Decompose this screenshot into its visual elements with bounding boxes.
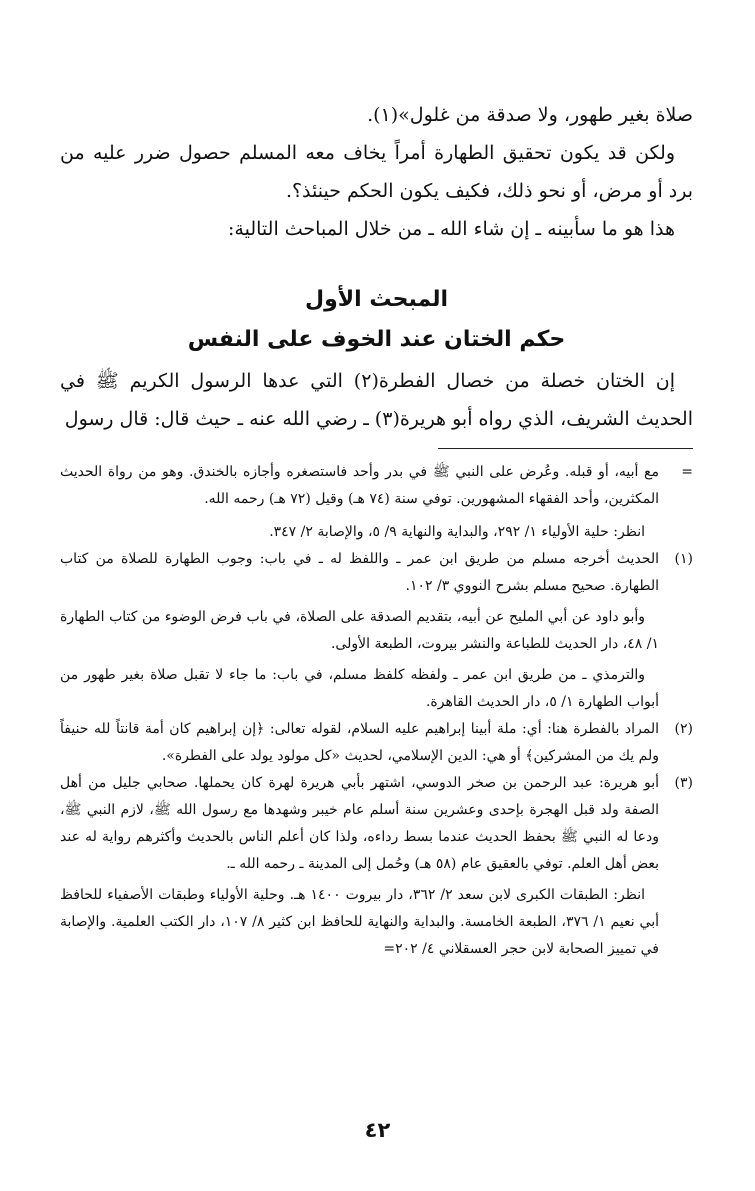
section-heading <box>60 280 693 360</box>
page-content <box>60 96 693 963</box>
page-number: ٤٢ <box>364 1118 391 1142</box>
footnote-continuation <box>60 459 693 513</box>
footnote-1-text: الحديث أخرجه مسلم من طريق ابن عمر ـ واللفظ له ـ في باب: وجوب الطهارة للصلاة من كتاب الطهارة. صحيح مسلم بشرح النووي ٣/ ١٠٢. <box>60 551 659 594</box>
section-intro-paragraph: إن الختان خصلة من خصال الفطرة(٢) التي عدها الرسول الكريم ﷺ في الحديث الشريف، الذي رواه أبو هريرة(٣) ـ رضي الله عنه ـ حيث قال: قال رسول <box>60 370 693 430</box>
footnote-divider <box>438 448 693 449</box>
footnote-1-sub-2: والترمذي ـ من طريق ابن عمر ـ ولفظه كلفظ مسلم، في باب: ما جاء لا تقبل صلاة بغير طهور من أبواب الطهارة ١/ ٥، دار الحديث القاهرة. <box>60 667 659 710</box>
body-paragraph-3: هذا هو ما سأبينه ـ إن شاء الله ـ من خلال المباحث التالية: <box>228 218 675 240</box>
section-subtitle: حكم الختان عند الخوف على النفس <box>187 327 566 352</box>
body-paragraph-1: صلاة بغير طهور، ولا صدقة من غلول»(١). <box>367 104 693 126</box>
footnote-continuation-text: مع أبيه، أو قبله. وعُرض على النبي ﷺ في بدر وأحد فاستصغره وأجازه بالخندق. وهو من رواة الحديث المكثرين، وأحد الفقهاء المشهورين. توفي سنة (٧٤ هـ) وقيل (٧٢ هـ) رحمه الله. <box>60 464 659 507</box>
footnote-1-number: (١) <box>674 551 693 567</box>
footnote-3-number: (٣) <box>674 775 693 791</box>
body-paragraph-2: ولكن قد يكون تحقيق الطهارة أمراً يخاف معه المسلم حصول ضرر عليه من برد أو مرض، أو نحو ذلك، فكيف يكون الحكم حينئذ؟. <box>60 142 693 202</box>
footnote-continuation-marker: = <box>681 464 693 480</box>
footnote-continuation-reference: انظر: حلية الأولياء ١/ ٢٩٢، والبداية والنهاية ٩/ ٥، والإصابة ٢/ ٣٤٧. <box>269 524 645 540</box>
footnote-2-number: (٢) <box>674 721 693 737</box>
footnote-1 <box>60 546 693 600</box>
footnote-1-sub-1: وأبو داود عن أبي المليح عن أبيه، بتقديم الصدقة على الصلاة، في باب فرض الوضوء من كتاب الطهارة ١/ ٤٨، دار الحديث للطباعة والنشر بيروت، الطبعة الأولى. <box>60 609 659 652</box>
footnote-2-text: المراد بالفطرة هنا: أي: ملة أبينا إبراهيم عليه السلام، لقوله تعالى: ﴿إن إبراهيم كان أمة قانتاً لله حنيفاً ولم يك من المشركين﴾ أو هي: الدين الإسلامي، لحديث «كل مولود يولد على الفطرة». <box>60 721 659 764</box>
footnote-3 <box>60 770 693 878</box>
section-title: المبحث الأول <box>304 287 449 312</box>
footnote-3-text: أبو هريرة: عبد الرحمن بن صخر الدوسي، اشتهر بأبي هريرة لهرة كان يحملها. صحابي جليل من أهل الصفة ولد قبل الهجرة بإحدى وعشرين سنة أسلم عام خيبر وشهدها مع رسول الله ﷺ، لازم النبي ﷺ، ودعا له النبي ﷺ بحفظ الحديث عندما بسط رداءه، ولذا كان أعلم الناس بالحديث وأكثرهم رواية له عند بعض أهل العلم. توفي بالعقيق عام (٥٨ هـ) وحُمل إلى المدينة ـ رحمه الله ـ. <box>60 775 659 872</box>
footnote-2 <box>60 716 693 770</box>
footnotes <box>60 459 693 963</box>
footnote-3-sub-1: انظر: الطبقات الكبرى لابن سعد ٢/ ٣٦٢، دار بيروت ١٤٠٠ هـ. وحلية الأولياء وطبقات الأصفياء للحافظ أبي نعيم ١/ ٣٧٦، الطبعة الخامسة. والبداية والنهاية للحافظ ابن كثير ٨/ ١٠٧، دار الكتب العلمية. والإصابة في تمييز الصحابة لابن حجر العسقلاني ٤/ ٢٠٢= <box>60 887 660 957</box>
